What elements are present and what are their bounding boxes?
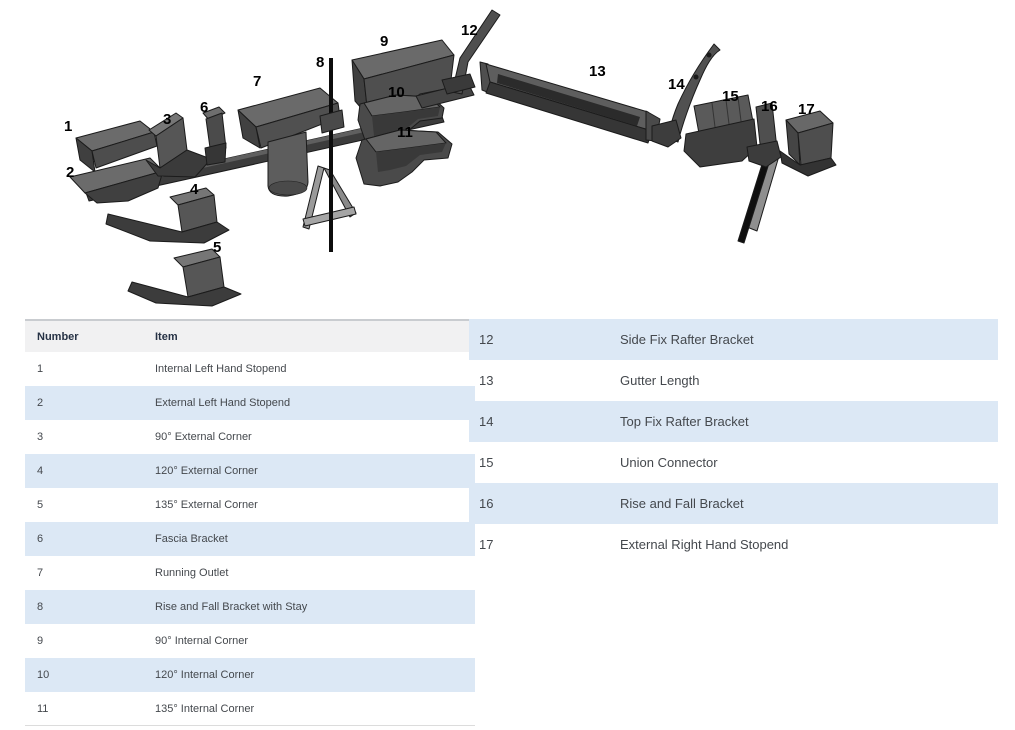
part-rise-fall-bracket-stay (303, 58, 356, 252)
table-row (469, 483, 998, 524)
table-row (25, 386, 475, 420)
table-row (469, 319, 998, 360)
part-label-8: 8 (316, 54, 325, 71)
table-row (25, 454, 475, 488)
table-row (469, 360, 998, 401)
part-number: 14 (479, 414, 494, 429)
part-item: Gutter Length (620, 373, 700, 388)
part-item: 120° Internal Corner (155, 669, 255, 681)
part-number: 1 (37, 363, 44, 375)
part-label-4: 4 (190, 181, 199, 198)
part-label-9: 9 (380, 33, 389, 50)
part-item: 120° External Corner (155, 465, 258, 477)
part-item: 90° Internal Corner (155, 635, 249, 647)
part-number: 7 (37, 567, 44, 579)
part-label-13: 13 (589, 63, 606, 80)
table-row (25, 692, 475, 726)
table-row (469, 401, 998, 442)
part-item: External Right Hand Stopend (620, 537, 789, 552)
table-row (25, 488, 475, 522)
part-number: 17 (479, 537, 494, 552)
part-label-14: 14 (668, 76, 685, 93)
table-row (25, 556, 475, 590)
part-label-10: 10 (388, 84, 405, 101)
part-number: 11 (37, 702, 49, 715)
part-label-6: 6 (200, 99, 209, 116)
part-union-connector (684, 95, 757, 167)
part-number: 6 (37, 533, 44, 545)
part-label-3: 3 (163, 111, 172, 128)
part-item: Rise and Fall Bracket (620, 496, 744, 511)
part-number: 16 (479, 496, 494, 511)
part-item: 135° External Corner (155, 499, 258, 511)
part-label-17: 17 (798, 101, 815, 118)
part-item: Rise and Fall Bracket with Stay (155, 601, 308, 613)
part-number: 8 (37, 601, 44, 613)
part-label-2: 2 (66, 164, 75, 181)
part-number: 4 (37, 465, 44, 477)
table-row (25, 590, 475, 624)
part-number: 12 (479, 332, 494, 347)
table-row (25, 352, 475, 386)
part-item: Running Outlet (155, 567, 229, 579)
column-header-item: Item (155, 330, 178, 343)
part-item: External Left Hand Stopend (155, 397, 291, 409)
part-number: 2 (37, 397, 44, 409)
part-number: 13 (479, 373, 494, 388)
part-item: 135° Internal Corner (155, 702, 255, 715)
part-number: 5 (37, 499, 44, 511)
part-label-12: 12 (461, 22, 478, 39)
part-item: Top Fix Rafter Bracket (620, 414, 749, 429)
table-row (25, 658, 475, 692)
part-item: Internal Left Hand Stopend (155, 363, 287, 375)
table-row (25, 522, 475, 556)
part-item: Union Connector (620, 455, 718, 470)
part-135-external-corner (128, 249, 241, 306)
part-item: Side Fix Rafter Bracket (620, 332, 754, 347)
table-row (25, 420, 475, 454)
table-row (469, 442, 998, 483)
part-label-5: 5 (213, 239, 222, 256)
part-number: 3 (37, 431, 44, 443)
table-header-row (25, 319, 475, 352)
gutter-parts-diagram (0, 0, 1015, 315)
table-row (25, 624, 475, 658)
part-label-1: 1 (64, 118, 73, 135)
part-number: 9 (37, 635, 44, 647)
part-item: Fascia Bracket (155, 533, 228, 545)
part-label-7: 7 (253, 73, 262, 90)
part-gutter-length (480, 62, 660, 143)
part-external-right-stopend (780, 111, 836, 176)
part-number: 10 (37, 669, 50, 681)
part-number: 15 (479, 455, 494, 470)
parts-table-right (469, 319, 998, 565)
parts-table-left (25, 319, 475, 726)
table-row (469, 524, 998, 565)
part-label-11: 11 (397, 124, 413, 141)
part-label-15: 15 (722, 88, 739, 105)
part-item: 90° External Corner (155, 431, 252, 443)
part-label-16: 16 (761, 98, 778, 115)
column-header-number: Number (37, 330, 79, 343)
